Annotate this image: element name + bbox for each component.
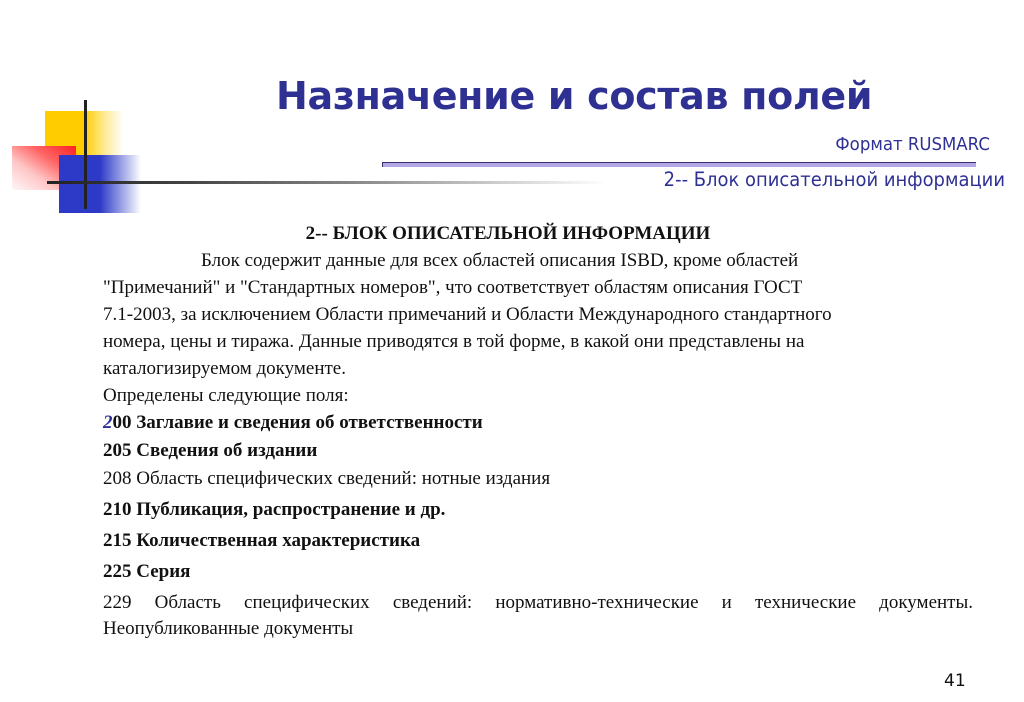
field-code: 225 xyxy=(103,561,132,582)
field-200 xyxy=(103,409,973,437)
field-label: Область специфических сведений: нотные издания xyxy=(136,468,551,489)
page-number: 41 xyxy=(944,671,966,691)
field-label: Серия xyxy=(136,561,191,582)
paragraph-line: 7.1-2003, за исключением Области примечаний и Области Международного стандартного xyxy=(103,304,832,325)
slide-title: Назначение и состав полей xyxy=(276,74,873,118)
decor-blue-square xyxy=(59,155,141,213)
decor-lavender-rule xyxy=(382,162,976,167)
description-paragraph xyxy=(103,247,973,382)
decor-horizontal-rule xyxy=(47,181,607,184)
field-label: Область специфических сведений: нормативно-технические и технические документы. Неопубликованные документы xyxy=(103,592,973,639)
decor-vertical-line xyxy=(84,100,87,209)
section-heading: 2-- БЛОК ОПИСАТЕЛЬНОЙ ИНФОРМАЦИИ xyxy=(305,223,711,244)
field-code: 229 xyxy=(103,592,132,613)
field-208 xyxy=(103,465,973,493)
field-205 xyxy=(103,437,973,465)
field-225 xyxy=(103,558,973,586)
slide-body xyxy=(103,220,973,642)
field-code: 205 xyxy=(103,440,132,461)
fields-intro: Определены следующие поля: xyxy=(103,385,349,406)
field-code: 208 xyxy=(103,468,132,489)
field-label: Сведения об издании xyxy=(136,440,318,461)
field-229 xyxy=(103,590,973,642)
field-code: 215 xyxy=(103,530,132,551)
subtitle-format: Формат RUSMARC xyxy=(835,134,990,155)
field-label: Количественная характеристика xyxy=(136,530,421,551)
paragraph-line: каталогизируемом документе. xyxy=(103,358,346,379)
field-210 xyxy=(103,496,973,524)
paragraph-line: "Примечаний" и "Стандартных номеров", что соответствует областям описания ГОСТ xyxy=(103,277,803,298)
field-code-first-digit: 2 xyxy=(103,412,113,433)
field-215 xyxy=(103,527,973,555)
subtitle-block: 2-- Блок описательной информации xyxy=(663,168,1005,191)
field-label: Публикация, распространение и др. xyxy=(136,499,446,520)
field-code-rest: 00 xyxy=(112,412,132,433)
field-label: Заглавие и сведения об ответственности xyxy=(136,412,483,433)
paragraph-line: номера, цены и тиража. Данные приводятся в той форме, в какой они представлены на xyxy=(103,331,805,352)
field-code: 210 xyxy=(103,499,132,520)
paragraph-line: Блок содержит данные для всех областей описания ISBD, кроме областей xyxy=(201,250,799,271)
